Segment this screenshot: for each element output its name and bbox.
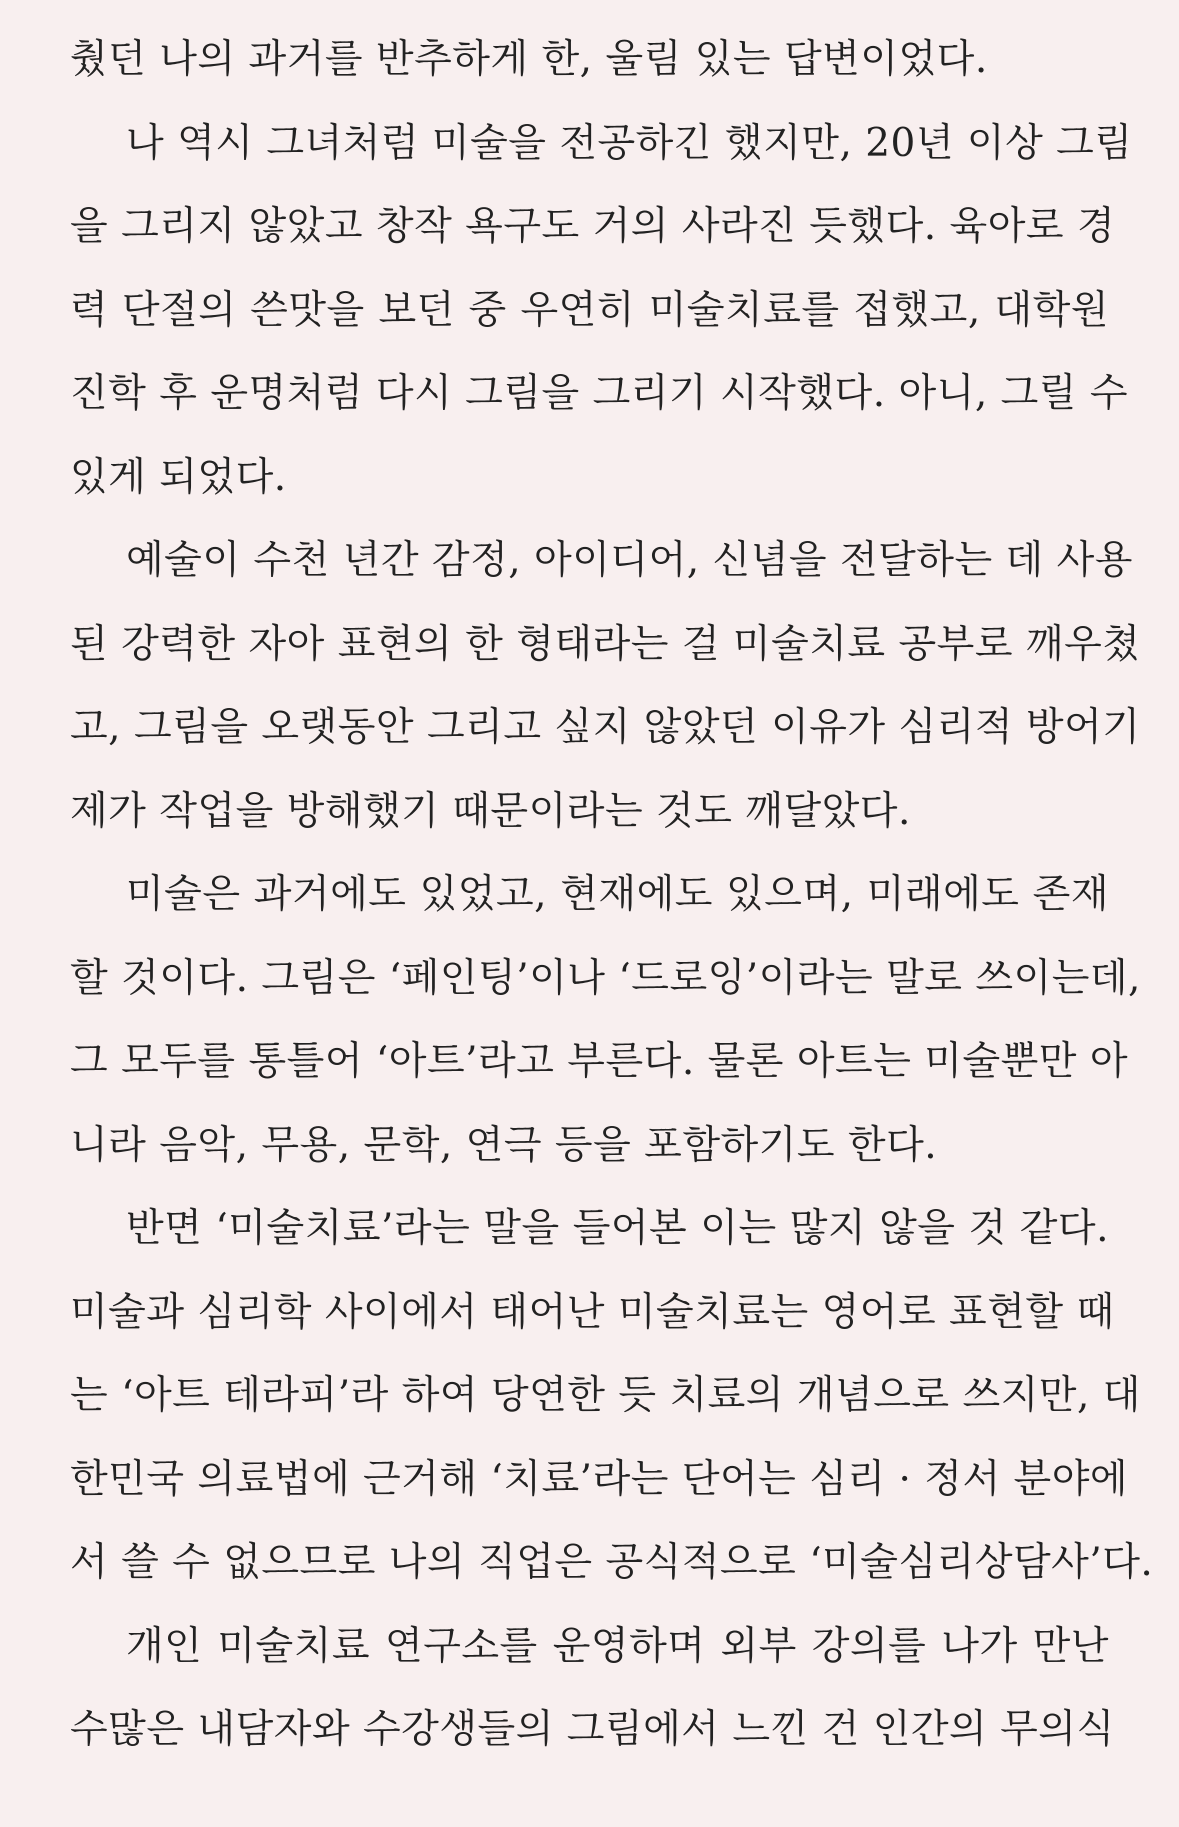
text-line: 력 단절의 쓴맛을 보던 중 우연히 미술치료를 접했고, 대학원 [70,287,1109,333]
text-line: 서 쓸 수 없으므로 나의 직업은 공식적으로 ‘미술심리상담사’다. [70,1540,1154,1585]
text-line: 진학 후 운명처럼 다시 그림을 그리기 시작했다. 아니, 그릴 수 [70,371,1129,416]
text-line: 미술은 과거에도 있었고, 현재에도 있으며, 미래에도 존재 [126,872,1109,917]
text-line: 나 역시 그녀처럼 미술을 전공하긴 했지만, 20년 이상 그림 [126,120,1133,166]
text-line: 을 그리지 않았고 창작 욕구도 거의 사라진 듯했다. 육아로 경 [70,204,1116,249]
text-line: 예술이 수천 년간 감정, 아이디어, 신념을 전달하는 데 사용 [126,538,1133,583]
text-line: 췄던 나의 과거를 반추하게 한, 울림 있는 답변이었다. [70,37,988,82]
text-line: 미술과 심리학 사이에서 태어난 미술치료는 영어로 표현할 때 [70,1289,1115,1335]
text-line: 할 것이다. 그림은 ‘페인팅’이나 ‘드로잉’이라는 말로 쓰이는데, [70,955,1141,1001]
text-line: 개인 미술치료 연구소를 운영하며 외부 강의를 나가 만난 [126,1623,1109,1669]
text-line: 는 ‘아트 테라피’라 하여 당연한 듯 치료의 개념으로 쓰지만, 대 [70,1373,1141,1418]
text-line: 반면 ‘미술치료’라는 말을 들어본 이는 많지 않을 것 같다. [126,1206,1109,1251]
text-line: 제가 작업을 방해했기 때문이라는 것도 깨달았다. [70,788,911,834]
text-line: 그 모두를 통틀어 ‘아트’라고 부른다. 물론 아트는 미술뿐만 아 [70,1039,1129,1084]
text-line: 있게 되었다. [70,454,287,500]
text-line: 니라 음악, 무용, 문학, 연극 등을 포함하기도 한다. [70,1122,938,1168]
text-line: 한민국 의료법에 근거해 ‘치료’라는 단어는 심리 · 정서 분야에 [70,1456,1129,1502]
text-line: 고, 그림을 오랫동안 그리고 싶지 않았던 이유가 심리적 방어기 [70,705,1141,750]
text-line: 수많은 내담자와 수강생들의 그림에서 느낀 건 인간의 무의식 [70,1707,1115,1752]
text-line: 된 강력한 자아 표현의 한 형태라는 걸 미술치료 공부로 깨우쳤 [70,621,1141,667]
